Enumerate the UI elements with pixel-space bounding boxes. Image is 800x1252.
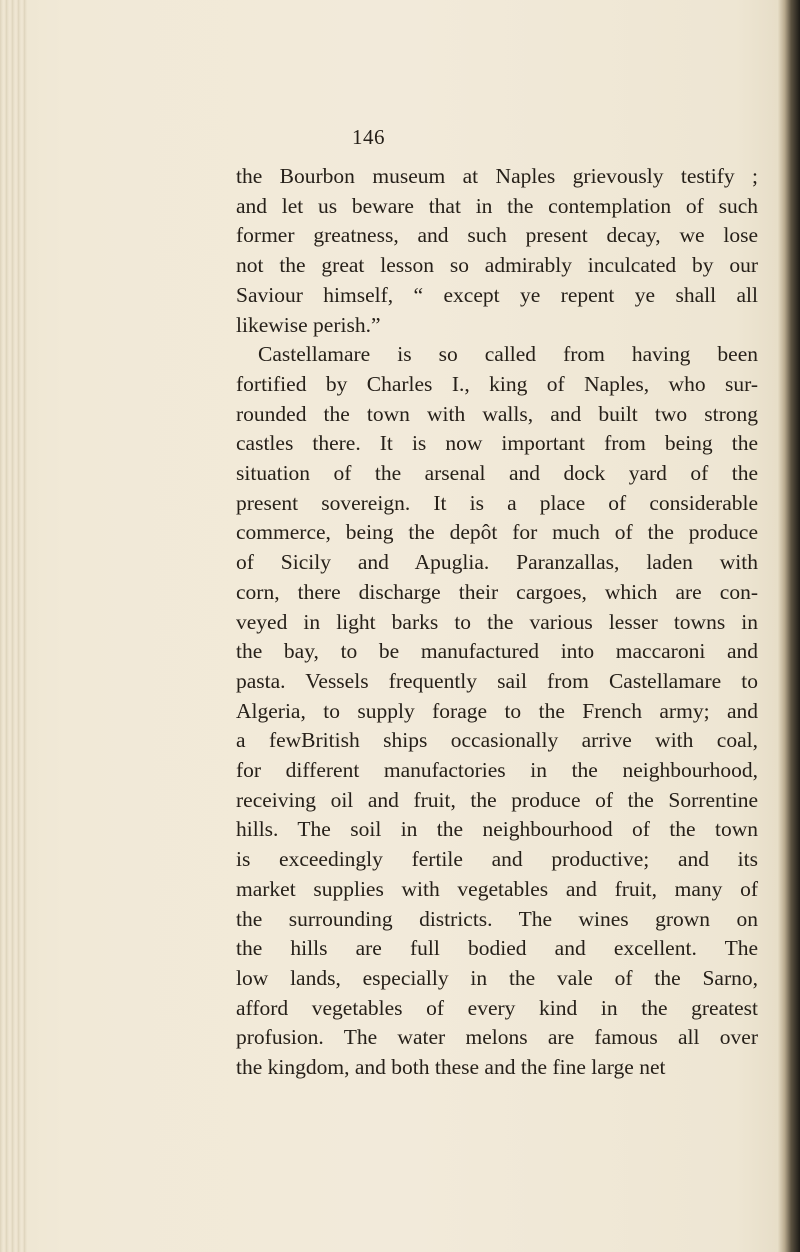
text-line: veyed in light barks to the various lesser towns in [236,609,758,634]
page-right-binding-shadow [778,0,800,1252]
text-line: former greatness, and such present decay, we lose [236,223,758,248]
text-line: profusion. The water melons are famous all over [236,1025,758,1050]
text-line: hills. The soil in the neighbourhood of the town [236,817,758,842]
paragraph-2 [236,340,758,1083]
text-line: a fewBritish ships occasionally arrive with coal, [236,728,758,753]
text-line: low lands, especially in the vale of the Sarno, [236,965,758,990]
text-line: afford vegetables of every kind in the greatest [236,995,758,1020]
text-line: not the great lesson so admirably inculcated by our [236,253,758,278]
text-line: of Sicily and Apuglia. Paranzallas, laden with [236,550,758,575]
text-line: the hills are full bodied and excellent. The [236,936,758,961]
page-left-margin-shadow [0,0,28,1252]
text-line: receiving oil and fruit, the produce of the Sorrentine [236,787,758,812]
text-line: for different manufactories in the neighbourhood, [236,758,758,783]
text-line: situation of the arsenal and dock yard of the [236,461,758,486]
text-line: castles there. It is now important from being the [236,431,758,456]
text-line: Castellamare is so called from having been [258,342,758,367]
text-line: and let us beware that in the contemplation of such [236,193,758,218]
page-number: 146 [352,125,385,149]
text-line: the bay, to be manufactured into maccaroni and [236,639,758,664]
text-line: is exceedingly fertile and productive; and its [236,847,758,872]
text-line: the surrounding districts. The wines grown on [236,906,758,931]
text-line: the kingdom, and both these and the fine large net [236,1055,666,1080]
text-line: likewise perish.” [236,312,381,337]
text-line: Saviour himself, “ except ye repent ye shall all [236,282,758,307]
text-line: commerce, being the depôt for much of the produce [236,520,758,545]
paragraph-1 [236,162,758,340]
text-line: pasta. Vessels frequently sail from Castellamare to [236,668,758,693]
text-line: rounded the town with walls, and built two strong [236,401,758,426]
text-line: fortified by Charles I., king of Naples, who sur- [236,371,758,396]
body-text [236,162,758,1083]
text-line: corn, there discharge their cargoes, which are con- [236,579,758,604]
text-line: the Bourbon museum at Naples grievously testify ; [236,164,758,188]
text-line: market supplies with vegetables and fruit, many of [236,876,758,901]
text-line: Algeria, to supply forage to the French army; and [236,698,758,723]
text-line: present sovereign. It is a place of considerable [236,490,758,515]
